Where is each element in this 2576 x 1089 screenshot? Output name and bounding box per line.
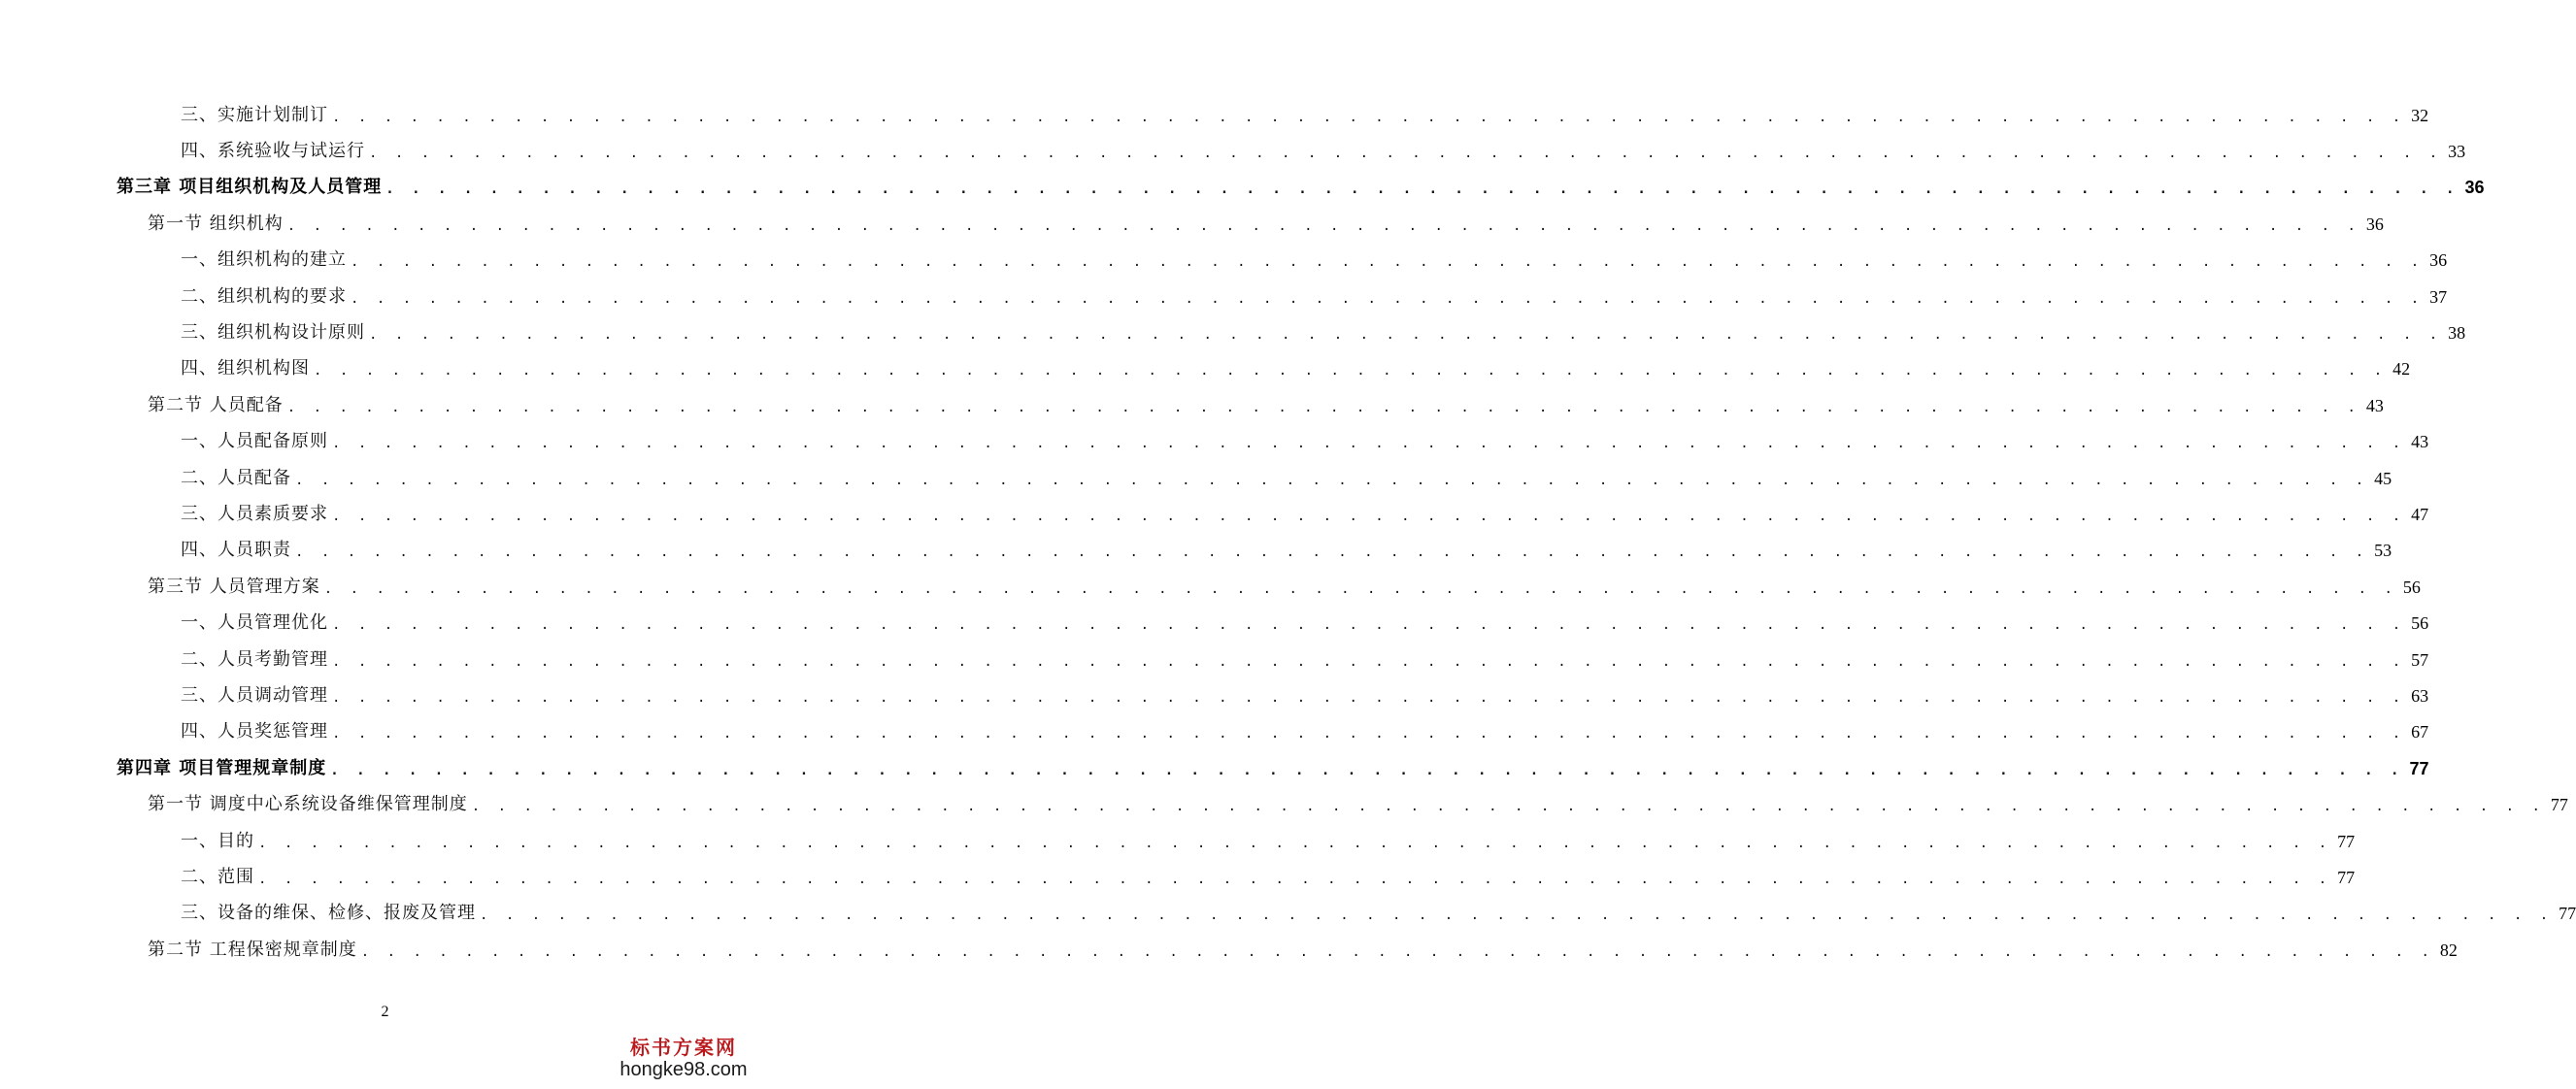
toc-entry-section[interactable] <box>0 387 2384 423</box>
dot-leader: . . . . . . . . . . . . . . . . . . . . . . . . . . . . . . . . . . . . . . . . . . . . . . . . . . . . . . . . . . . . . . . . . . . . . . . . . . . . . . . . <box>295 472 2369 488</box>
dot-leader: . . . . . . . . . . . . . . . . . . . . . . . . . . . . . . . . . . . . . . . . . . . . . . . . . . . . . . . . . . . . . . . . . . . . . . . . . . . . . . . . <box>480 908 2554 924</box>
toc-entry-label: 四、人员奖惩管理 <box>181 723 332 741</box>
toc-entry-label: 第二节 人员配备 <box>148 397 287 414</box>
toc-entry-page: 36 <box>2365 214 2384 234</box>
toc-entry-page: 45 <box>2374 468 2392 488</box>
dot-leader: . . . . . . . . . . . . . . . . . . . . . . . . . . . . . . . . . . . . . . . . . . . . . . . . . . . . . . . . . . . . . . . . . . . . . . . . . . . . . . . . <box>330 762 2404 778</box>
toc-entry-label: 二、人员配备 <box>181 470 295 487</box>
toc-entry-item[interactable] <box>0 424 2429 460</box>
toc-entry-item[interactable] <box>0 605 2429 641</box>
dot-leader: . . . . . . . . . . . . . . . . . . . . . . . . . . . . . . . . . . . . . . . . . . . . . . . . . . . . . . . . . . . . . . . . . . . . . . . . . . . . . . . . <box>323 580 2397 597</box>
toc-entry-item[interactable] <box>0 823 2356 859</box>
toc-entry-label: 一、人员配备原则 <box>181 433 332 450</box>
toc-entry-page: 77 <box>2550 795 2568 815</box>
toc-entry-item[interactable] <box>0 859 2356 895</box>
dot-leader: . . . . . . . . . . . . . . . . . . . . . . . . . . . . . . . . . . . . . . . . . . . . . . . . . . . . . . . . . . . . . . . . . . . . . . . . . . . . . . . . <box>351 290 2425 307</box>
page-number: 2 <box>381 1004 389 1020</box>
dot-leader: . . . . . . . . . . . . . . . . . . . . . . . . . . . . . . . . . . . . . . . . . . . . . . . . . . . . . . . . . . . . . . . . . . . . . . . . . . . . . . . . <box>360 943 2434 960</box>
toc-entry-page: 36 <box>2464 178 2485 198</box>
toc-entry-page: 37 <box>2429 286 2448 307</box>
toc-entry-item[interactable] <box>0 460 2392 496</box>
dot-leader: . . . . . . . . . . . . . . . . . . . . . . . . . . . . . . . . . . . . . . . . . . . . . . . . . . . . . . . . . . . . . . . . . . . . . . . . . . . . . . . . <box>295 544 2369 561</box>
toc-entry-section[interactable] <box>0 932 2458 968</box>
toc-entry-page: 42 <box>2392 359 2411 380</box>
toc-entry-label: 第一节 调度中心系统设备维保管理制度 <box>148 796 472 813</box>
dot-leader: . . . . . . . . . . . . . . . . . . . . . . . . . . . . . . . . . . . . . . . . . . . . . . . . . . . . . . . . . . . . . . . . . . . . . . . . . . . . . . . . <box>332 689 2406 706</box>
toc-entry-chapter[interactable] <box>0 170 2485 206</box>
site-watermark <box>611 1037 756 1081</box>
toc-entry-label: 三、人员调动管理 <box>181 687 332 705</box>
table-of-contents <box>0 97 2576 968</box>
toc-entry-item[interactable] <box>0 351 2411 387</box>
dot-leader: . . . . . . . . . . . . . . . . . . . . . . . . . . . . . . . . . . . . . . . . . . . . . . . . . . . . . . . . . . . . . . . . . . . . . . . . . . . . . . . . <box>314 363 2388 380</box>
dot-leader: . . . . . . . . . . . . . . . . . . . . . . . . . . . . . . . . . . . . . . . . . . . . . . . . . . . . . . . . . . . . . . . . . . . . . . . . . . . . . . . . <box>332 436 2406 452</box>
toc-entry-page: 63 <box>2411 685 2429 706</box>
toc-entry-page: 57 <box>2411 649 2429 670</box>
toc-entry-page: 36 <box>2429 250 2448 271</box>
dot-leader: . . . . . . . . . . . . . . . . . . . . . . . . . . . . . . . . . . . . . . . . . . . . . . . . . . . . . . . . . . . . . . . . . . . . . . . . . . . . . . . . <box>332 617 2406 634</box>
toc-entry-label: 四、人员职责 <box>181 542 295 559</box>
dot-leader: . . . . . . . . . . . . . . . . . . . . . . . . . . . . . . . . . . . . . . . . . . . . . . . . . . . . . . . . . . . . . . . . . . . . . . . . . . . . . . . . <box>471 799 2545 815</box>
toc-entry-section[interactable] <box>0 786 2568 822</box>
dot-leader: . . . . . . . . . . . . . . . . . . . . . . . . . . . . . . . . . . . . . . . . . . . . . . . . . . . . . . . . . . . . . . . . . . . . . . . . . . . . . . . . <box>286 399 2360 415</box>
toc-entry-page: 77 <box>2409 758 2429 778</box>
toc-entry-page: 67 <box>2411 722 2429 742</box>
toc-entry-label: 第三章 项目组织机构及人员管理 <box>117 179 385 196</box>
toc-entry-section[interactable] <box>0 206 2384 242</box>
toc-entry-page: 77 <box>2559 904 2576 924</box>
toc-entry-item[interactable] <box>0 714 2429 750</box>
toc-entry-item[interactable] <box>0 896 2576 932</box>
toc-entry-page: 33 <box>2448 142 2466 162</box>
toc-entry-item[interactable] <box>0 279 2448 314</box>
toc-entry-label: 三、设备的维保、检修、报废及管理 <box>181 905 480 922</box>
toc-entry-chapter[interactable] <box>0 750 2429 786</box>
toc-entry-label: 四、组织机构图 <box>181 360 314 378</box>
toc-entry-page: 32 <box>2411 105 2429 125</box>
toc-entry-item[interactable] <box>0 642 2429 677</box>
toc-entry-page: 43 <box>2411 432 2429 452</box>
dot-leader: . . . . . . . . . . . . . . . . . . . . . . . . . . . . . . . . . . . . . . . . . . . . . . . . . . . . . . . . . . . . . . . . . . . . . . . . . . . . . . . . <box>332 109 2406 125</box>
toc-entry-item[interactable] <box>0 97 2429 133</box>
dot-leader: . . . . . . . . . . . . . . . . . . . . . . . . . . . . . . . . . . . . . . . . . . . . . . . . . . . . . . . . . . . . . . . . . . . . . . . . . . . . . . . . <box>258 835 2332 851</box>
toc-entry-label: 二、范围 <box>181 869 258 886</box>
toc-entry-page: 77 <box>2337 831 2356 851</box>
dot-leader: . . . . . . . . . . . . . . . . . . . . . . . . . . . . . . . . . . . . . . . . . . . . . . . . . . . . . . . . . . . . . . . . . . . . . . . . . . . . . . . . <box>332 653 2406 670</box>
dot-leader: . . . . . . . . . . . . . . . . . . . . . . . . . . . . . . . . . . . . . . . . . . . . . . . . . . . . . . . . . . . . . . . . . . . . . . . . . . . . . . . . <box>332 508 2406 524</box>
toc-entry-label: 一、人员管理优化 <box>181 614 332 632</box>
toc-entry-item[interactable] <box>0 133 2466 169</box>
watermark-title: 标书方案网 <box>630 1036 737 1059</box>
toc-entry-item[interactable] <box>0 243 2448 279</box>
dot-leader: . . . . . . . . . . . . . . . . . . . . . . . . . . . . . . . . . . . . . . . . . . . . . . . . . . . . . . . . . . . . . . . . . . . . . . . . . . . . . . . . <box>369 327 2443 344</box>
toc-entry-label: 一、组织机构的建立 <box>181 251 351 269</box>
toc-entry-item[interactable] <box>0 496 2429 532</box>
toc-entry-page: 56 <box>2411 613 2429 634</box>
toc-entry-item[interactable] <box>0 533 2392 569</box>
toc-entry-label: 二、人员考勤管理 <box>181 651 332 669</box>
watermark-url: hongke98.com <box>619 1059 748 1080</box>
toc-entry-page: 43 <box>2365 395 2384 415</box>
toc-entry-label: 三、组织机构设计原则 <box>181 324 369 342</box>
toc-entry-page: 47 <box>2411 504 2429 524</box>
toc-entry-label: 三、人员素质要求 <box>181 506 332 523</box>
toc-entry-label: 第二节 工程保密规章制度 <box>148 941 361 959</box>
dot-leader: . . . . . . . . . . . . . . . . . . . . . . . . . . . . . . . . . . . . . . . . . . . . . . . . . . . . . . . . . . . . . . . . . . . . . . . . . . . . . . . . <box>258 871 2332 887</box>
toc-entry-label: 第三节 人员管理方案 <box>148 578 324 596</box>
toc-entry-label: 第一节 组织机构 <box>148 215 287 233</box>
toc-entry-page: 77 <box>2337 867 2356 887</box>
dot-leader: . . . . . . . . . . . . . . . . . . . . . . . . . . . . . . . . . . . . . . . . . . . . . . . . . . . . . . . . . . . . . . . . . . . . . . . . . . . . . . . . <box>286 217 2360 234</box>
toc-entry-page: 82 <box>2439 940 2458 960</box>
toc-entry-label: 一、目的 <box>181 833 258 850</box>
dot-leader: . . . . . . . . . . . . . . . . . . . . . . . . . . . . . . . . . . . . . . . . . . . . . . . . . . . . . . . . . . . . . . . . . . . . . . . . . . . . . . . . <box>351 254 2425 271</box>
toc-entry-page: 38 <box>2448 323 2466 344</box>
toc-entry-label: 第四章 项目管理规章制度 <box>117 760 330 777</box>
toc-entry-label: 四、系统验收与试运行 <box>181 143 369 160</box>
toc-entry-section[interactable] <box>0 569 2421 605</box>
toc-entry-page: 53 <box>2374 541 2392 561</box>
toc-entry-label: 二、组织机构的要求 <box>181 288 351 306</box>
toc-entry-label: 三、实施计划制订 <box>181 107 332 124</box>
dot-leader: . . . . . . . . . . . . . . . . . . . . . . . . . . . . . . . . . . . . . . . . . . . . . . . . . . . . . . . . . . . . . . . . . . . . . . . . . . . . . . . . <box>332 726 2406 742</box>
toc-entry-item[interactable] <box>0 677 2429 713</box>
dot-leader: . . . . . . . . . . . . . . . . . . . . . . . . . . . . . . . . . . . . . . . . . . . . . . . . . . . . . . . . . . . . . . . . . . . . . . . . . . . . . . . . <box>385 182 2459 198</box>
dot-leader: . . . . . . . . . . . . . . . . . . . . . . . . . . . . . . . . . . . . . . . . . . . . . . . . . . . . . . . . . . . . . . . . . . . . . . . . . . . . . . . . <box>369 146 2443 162</box>
toc-entry-item[interactable] <box>0 314 2466 350</box>
toc-entry-page: 56 <box>2402 577 2421 597</box>
